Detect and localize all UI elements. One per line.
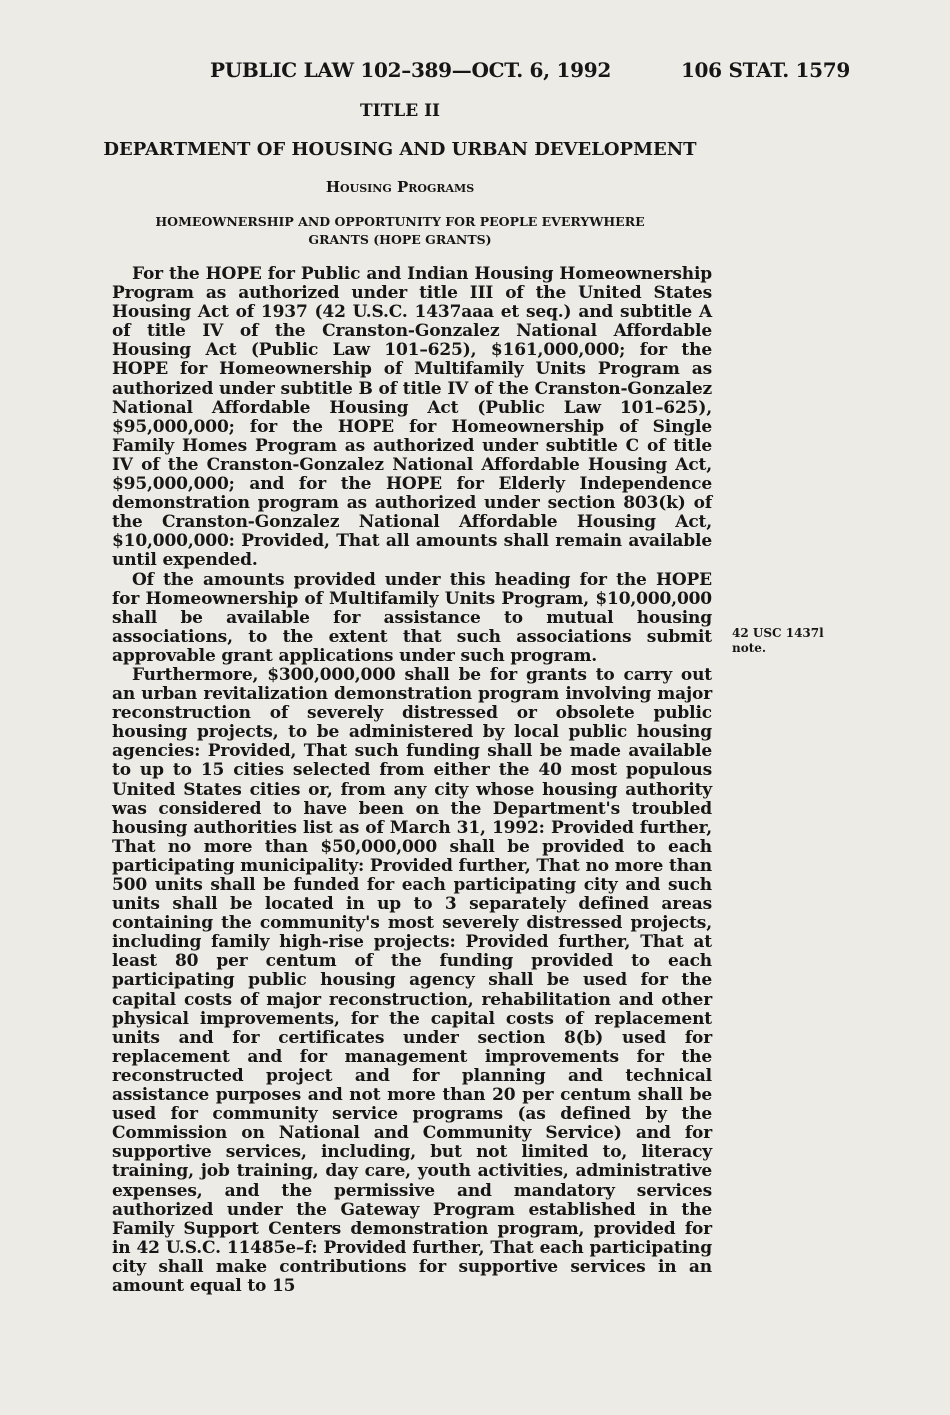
hope-grants-heading [60, 213, 740, 249]
margin-citation: 42 USC 1437l [732, 626, 824, 640]
paragraph-mutual-housing: Of the amounts provided under this heading for the HOPE for Homeownership of Multifamily Units Program, $10,000,000 shall be available for assistance to mutual housing associations, to the extent that such associations submit approvable grant applications under such program. [112, 569, 712, 666]
statute-page-number: 106 STAT. 1579 [680, 58, 850, 82]
paragraph-urban-revitalization: Furthermore, $300,000,000 shall be for grants to carry out an urban revitalization demonstration program involving major reconstruction of severely distressed or obsolete public housing projects, to be administered by local public housing agencies: Provided, That such funding shall be made available to up to 15 cities selected from either the 40 most populous United States cities or, from any city whose housing authority was considered to have been on the Department's troubled housing authorities list as of March 31, 1992: Provided further, That no more than $50,000,000 shall be provided to each participating municipality: Provided further, That no more than 500 units shall be funded for each participating city and such units shall be located in up to 3 separately defined areas containing the community's most severely distressed projects, including family high-rise projects: Provided further, That at least 80 per centum of the funding provided to each participating public housing agency shall be used for the capital costs of major reconstruction, rehabilitation and other physical improvements, for the capital costs of replacement units and for certificates under section 8(b) used for replacement and for management improvements for the reconstructed project and for planning and technical assistance purposes and not more than 20 per centum shall be used for community service programs (as defined by the Commission on National and Community Service) and for supportive services, including, but not limited to, literacy training, job training, day care, youth activities, administrative expenses, and the permissive and mandatory services authorized under the Gateway Program established in the Family Support Centers demonstration program, provided for in 42 U.S.C. 11485e–f: Provided further, That each participating city shall make contributions for supportive services in an amount equal to 15 [112, 664, 712, 1296]
public-law-title: PUBLIC LAW 102–389—OCT. 6, 1992 [210, 58, 611, 82]
hope-heading-line-2: GRANTS (HOPE GRANTS) [308, 232, 492, 247]
running-head [110, 58, 850, 86]
section-subheading: Housing Programs [325, 178, 475, 196]
hope-heading-line-1: HOMEOWNERSHIP AND OPPORTUNITY FOR PEOPLE EVERYWHERE [155, 214, 645, 229]
body-text [112, 265, 712, 1296]
department-heading: DEPARTMENT OF HOUSING AND URBAN DEVELOPMENT [103, 139, 697, 160]
title-heading: TITLE II [360, 101, 440, 121]
paragraph-hope-programs: For the HOPE for Public and Indian Housing Homeownership Program as authorized under title III of the United States Housing Act of 1937 (42 U.S.C. 1437aaa et seq.) and subtitle A of title IV of the Cranston-Gonzalez National Affordable Housing Act (Public Law 101–625), $161,000,000; for the HOPE for Homeownership of Multifamily Units Program as authorized under subtitle B of title IV of the Cranston-Gonzalez National Affordable Housing Act (Public Law 101–625), $95,000,000; for the HOPE for Homeownership of Single Family Homes Program as authorized under subtitle C of title IV of the Cranston-Gonzalez National Affordable Housing Act, $95,000,000; and for the HOPE for Elderly Independence demonstration program as authorized under section 803(k) of the Cranston-Gonzalez National Affordable Housing Act, $10,000,000: Provided, That all amounts shall remain available until expended. [112, 264, 712, 571]
margin-citation-note [732, 626, 842, 656]
margin-note-label: note. [732, 641, 767, 655]
